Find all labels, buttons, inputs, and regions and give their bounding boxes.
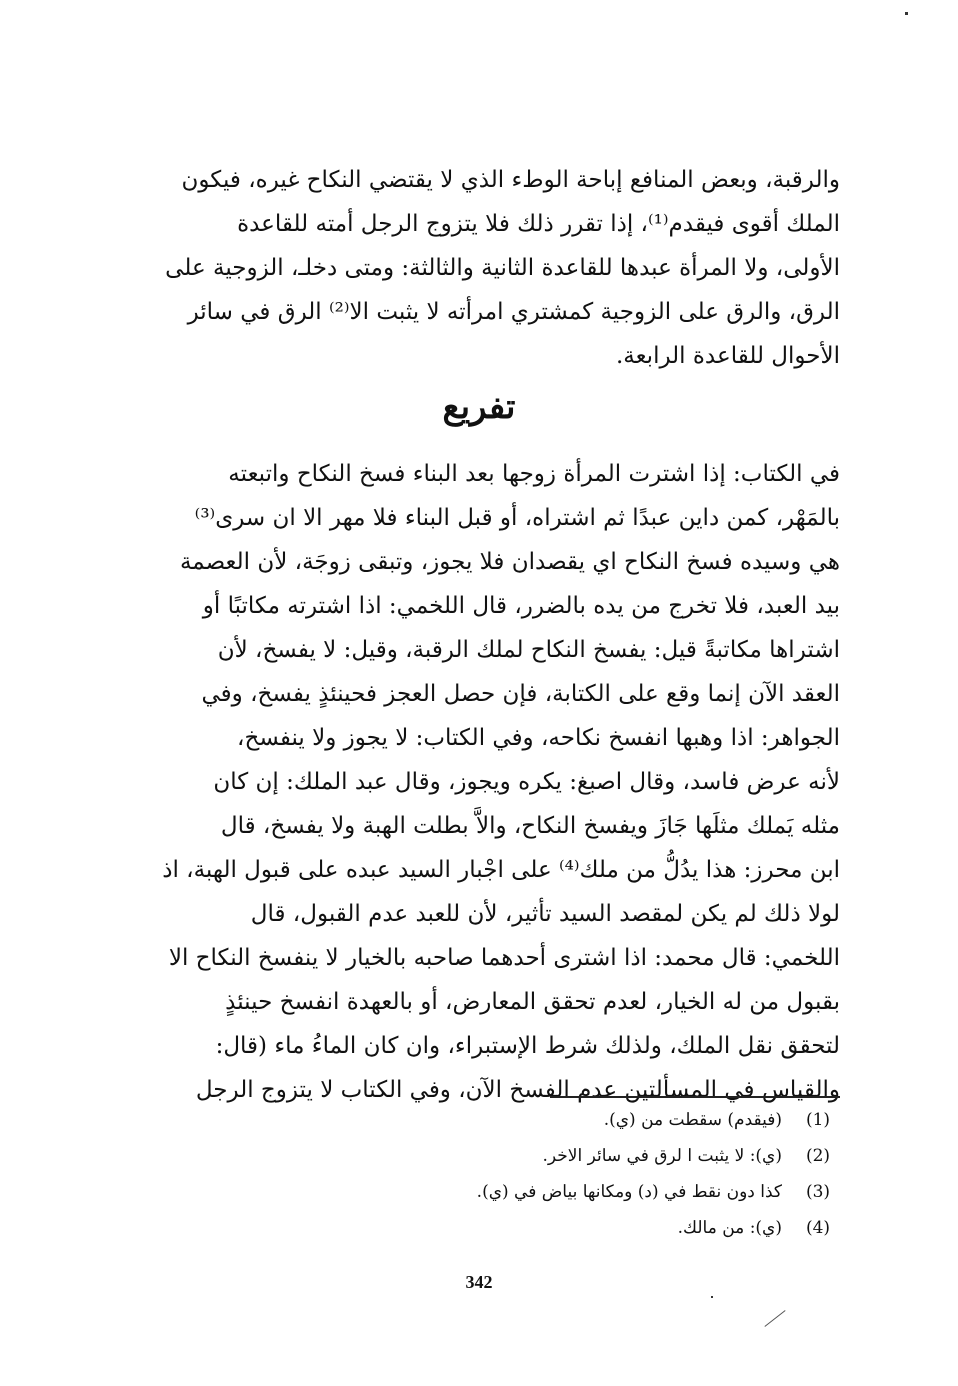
- text-line: هي وسيده فسخ النكاح اي يقصدان فلا يجوز، وتبقى زوجَة، لأن العصمة: [179, 549, 840, 575]
- footnote-text: (ي): لا يثبت ا لرق في سائر الاخر.: [542, 1146, 782, 1166]
- footnote-number: (4): [805, 1218, 831, 1238]
- text-line: الرق، والرق على الزوجية كمشتري امرأته لا يثبت الا⁽²⁾ الرق في سائر: [187, 299, 840, 325]
- text-line: لتحقق نقل الملك، ولذلك شرط الإستبراء، وان كان الماءُ ماء (قال:: [215, 1033, 840, 1059]
- text-line: لأنه عرض فاسد، وقال اصبغ: يكره ويجوز، وقال عبد الملك: إن كان: [213, 769, 840, 795]
- scan-speck: [711, 1296, 713, 1298]
- text-line: والرقبة، وبعض المنافع إباحة الوطء الذي لا يقتضي النكاح غيره، فيكون: [181, 167, 840, 193]
- footnote-text: (ي): من مالك.: [677, 1218, 782, 1238]
- text-line: الأولى، ولا المرأة عبدها للقاعدة الثانية والثالثة: ومتى دخلـ، الزوجية على: [165, 255, 840, 281]
- footnote: [300, 1210, 840, 1246]
- text-line: الملك أقوى فيقدم⁽¹⁾، إذا تقرر ذلك فلا يتزوج الرجل أمته للقاعدة: [237, 211, 840, 237]
- text-line: لولا ذلك لم يكن لمقصد السيد تأثير، لأن للعبد عدم القبول، قال: [250, 901, 840, 927]
- footnote-number: (3): [805, 1182, 831, 1202]
- text-line: بالمَهْر، كمن داين عبدًا ثم اشتراه، أو قبل البناء فلا مهر الا ان سرى⁽³⁾: [194, 505, 840, 531]
- page-number: 342: [465, 1272, 493, 1292]
- text-line: بيد العبد، فلا تخرج من يده بالضرر، قال اللخمي: اذا اشترته مكاتبًا أو: [202, 593, 840, 619]
- text-line: العقد الآن إنما وقع على الكتابة، فإن حصل العجز فحينئذٍ يفسخ، وفي: [201, 681, 840, 707]
- footnote-separator: [550, 1096, 840, 1098]
- text-line: الجواهر: اذا وهبها انفسخ نكاحه، وفي الكتاب: لا يجوز ولا ينفسخ،: [237, 725, 840, 751]
- footnote-text: (فيقدم) سقطت من (ي).: [603, 1110, 782, 1130]
- footnote: [300, 1102, 840, 1138]
- footnote-number: (2): [805, 1146, 831, 1166]
- text-line: اشتراها مكاتبةً قيل: يفسخ النكاح لملك الرقبة، وقيل: لا يفسخ، لأن: [217, 637, 840, 663]
- footnotes: [300, 1102, 840, 1246]
- scan-mark: [764, 1310, 785, 1327]
- text-line: ابن محرز: هذا يدُلُّ من ملك⁽⁴⁾ على اجْبار السيد عبده على قبول الهبة، اذ: [162, 857, 840, 883]
- text-line: والقياس في المسألتين عدم الفسخ الآن، وفي الكتاب لا يتزوج الرجل: [195, 1077, 840, 1103]
- paragraph-main: [130, 452, 840, 1112]
- footnote-number: (1): [805, 1110, 831, 1130]
- footnote-text: كذا دون نقط في (د) ومكانها بياض في (ي).: [476, 1182, 782, 1202]
- text-line: مثله يَملك مثلَها جَازَ ويفسخ النكاح، والاَّ بطلت الهبة ولا يفسخ، قال: [220, 813, 840, 839]
- text-line: الأحوال للقاعدة الرابعة.: [615, 343, 840, 369]
- paragraph-top: [130, 158, 840, 378]
- scan-speck: [905, 12, 908, 15]
- text-line: اللخمي: قال محمد: اذا اشترى أحدهما صاحبه بالخيار لا ينفسخ النكاح الا: [168, 945, 840, 971]
- section-heading: تفريع: [442, 387, 516, 427]
- footnote: [300, 1174, 840, 1210]
- text-line: بقبول من له الخيار، لعدم تحقق المعارض، أو بالعهدة انفسخ حينئذٍ: [225, 989, 840, 1015]
- text-line: في الكتاب: إذا اشترت المرأة زوجها بعد البناء فسخ النكاح واتبعته: [228, 461, 840, 487]
- footnote: [300, 1138, 840, 1174]
